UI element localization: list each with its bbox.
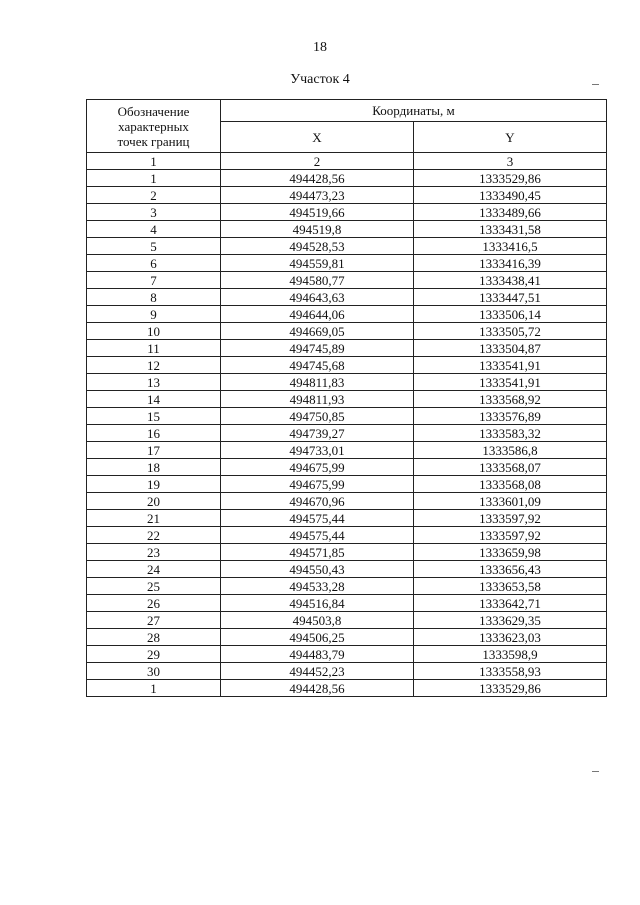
y-cell: 1333529,86 (414, 680, 607, 697)
table-row (87, 442, 607, 459)
y-cell: 1333558,93 (414, 663, 607, 680)
point-cell: 6 (87, 255, 221, 272)
x-cell: 494750,85 (221, 408, 414, 425)
x-cell: 494533,28 (221, 578, 414, 595)
x-cell: 494559,81 (221, 255, 414, 272)
x-header: X (221, 122, 414, 153)
table-row (87, 527, 607, 544)
point-cell: 10 (87, 323, 221, 340)
y-cell: 1333447,51 (414, 289, 607, 306)
designation-header-line-3: точек границ (117, 133, 190, 149)
table-header (87, 100, 607, 170)
scan-mark (592, 771, 599, 772)
table-row (87, 357, 607, 374)
x-cell: 494571,85 (221, 544, 414, 561)
column-number-2: 2 (221, 153, 414, 170)
point-cell: 29 (87, 646, 221, 663)
y-cell: 1333598,9 (414, 646, 607, 663)
table-row (87, 476, 607, 493)
y-cell: 1333653,58 (414, 578, 607, 595)
x-cell: 494675,99 (221, 476, 414, 493)
x-cell: 494428,56 (221, 680, 414, 697)
y-cell: 1333597,92 (414, 510, 607, 527)
column-number-3: 3 (414, 153, 607, 170)
table-row (87, 187, 607, 204)
designation-header-line-2: характерных (118, 118, 189, 134)
x-cell: 494644,06 (221, 306, 414, 323)
x-cell: 494669,05 (221, 323, 414, 340)
x-cell: 494428,56 (221, 170, 414, 187)
point-cell: 3 (87, 204, 221, 221)
x-cell: 494519,8 (221, 221, 414, 238)
column-numbers-row (87, 153, 607, 170)
y-cell: 1333416,39 (414, 255, 607, 272)
point-cell: 22 (87, 527, 221, 544)
point-cell: 16 (87, 425, 221, 442)
point-cell: 18 (87, 459, 221, 476)
column-number-1: 1 (87, 153, 221, 170)
y-cell: 1333623,03 (414, 629, 607, 646)
y-cell: 1333568,92 (414, 391, 607, 408)
x-cell: 494473,23 (221, 187, 414, 204)
point-cell: 12 (87, 357, 221, 374)
point-cell: 19 (87, 476, 221, 493)
point-cell: 2 (87, 187, 221, 204)
point-cell: 30 (87, 663, 221, 680)
y-cell: 1333583,32 (414, 425, 607, 442)
x-cell: 494483,79 (221, 646, 414, 663)
table-row (87, 374, 607, 391)
table-row (87, 595, 607, 612)
point-cell: 25 (87, 578, 221, 595)
x-cell: 494675,99 (221, 459, 414, 476)
y-cell: 1333505,72 (414, 323, 607, 340)
point-cell: 8 (87, 289, 221, 306)
point-cell: 1 (87, 680, 221, 697)
x-cell: 494452,23 (221, 663, 414, 680)
y-cell: 1333629,35 (414, 612, 607, 629)
x-cell: 494550,43 (221, 561, 414, 578)
point-cell: 5 (87, 238, 221, 255)
table-row (87, 289, 607, 306)
x-cell: 494745,68 (221, 357, 414, 374)
y-cell: 1333489,66 (414, 204, 607, 221)
x-cell: 494811,83 (221, 374, 414, 391)
y-cell: 1333576,89 (414, 408, 607, 425)
table-row (87, 544, 607, 561)
table-row (87, 323, 607, 340)
table-row (87, 255, 607, 272)
y-cell: 1333506,14 (414, 306, 607, 323)
coordinates-table (86, 99, 607, 697)
table-row (87, 663, 607, 680)
y-cell: 1333642,71 (414, 595, 607, 612)
y-cell: 1333416,5 (414, 238, 607, 255)
table-row (87, 306, 607, 323)
y-cell: 1333586,8 (414, 442, 607, 459)
point-cell: 17 (87, 442, 221, 459)
designation-header (87, 100, 221, 153)
table-row (87, 272, 607, 289)
x-cell: 494516,84 (221, 595, 414, 612)
point-cell: 9 (87, 306, 221, 323)
point-cell: 27 (87, 612, 221, 629)
y-cell: 1333568,07 (414, 459, 607, 476)
y-cell: 1333568,08 (414, 476, 607, 493)
designation-header-line-1: Обозначение (117, 103, 190, 119)
y-cell: 1333504,87 (414, 340, 607, 357)
x-cell: 494733,01 (221, 442, 414, 459)
table-row (87, 221, 607, 238)
table-row (87, 204, 607, 221)
y-header: Y (414, 122, 607, 153)
table-row (87, 408, 607, 425)
x-cell: 494670,96 (221, 493, 414, 510)
y-cell: 1333656,43 (414, 561, 607, 578)
x-cell: 494643,63 (221, 289, 414, 306)
y-cell: 1333597,92 (414, 527, 607, 544)
x-cell: 494580,77 (221, 272, 414, 289)
y-cell: 1333541,91 (414, 374, 607, 391)
y-cell: 1333659,98 (414, 544, 607, 561)
x-cell: 494503,8 (221, 612, 414, 629)
point-cell: 13 (87, 374, 221, 391)
point-cell: 15 (87, 408, 221, 425)
y-cell: 1333438,41 (414, 272, 607, 289)
table-row (87, 646, 607, 663)
point-cell: 28 (87, 629, 221, 646)
table-row (87, 612, 607, 629)
page-number: 18 (313, 40, 327, 55)
scan-mark (592, 84, 599, 85)
table-row (87, 578, 607, 595)
x-cell: 494506,25 (221, 629, 414, 646)
table-body (87, 170, 607, 697)
table-row (87, 170, 607, 187)
table-row (87, 561, 607, 578)
y-cell: 1333529,86 (414, 170, 607, 187)
y-cell: 1333541,91 (414, 357, 607, 374)
x-cell: 494575,44 (221, 527, 414, 544)
x-cell: 494811,93 (221, 391, 414, 408)
x-cell: 494528,53 (221, 238, 414, 255)
y-cell: 1333490,45 (414, 187, 607, 204)
point-cell: 26 (87, 595, 221, 612)
table-row (87, 391, 607, 408)
table-row (87, 425, 607, 442)
x-cell: 494519,66 (221, 204, 414, 221)
x-cell: 494739,27 (221, 425, 414, 442)
y-cell: 1333431,58 (414, 221, 607, 238)
point-cell: 23 (87, 544, 221, 561)
y-cell: 1333601,09 (414, 493, 607, 510)
point-cell: 20 (87, 493, 221, 510)
table-row (87, 510, 607, 527)
table-row (87, 629, 607, 646)
x-cell: 494745,89 (221, 340, 414, 357)
point-cell: 24 (87, 561, 221, 578)
x-cell: 494575,44 (221, 510, 414, 527)
point-cell: 1 (87, 170, 221, 187)
table-row (87, 340, 607, 357)
table-row (87, 493, 607, 510)
table-row (87, 459, 607, 476)
point-cell: 7 (87, 272, 221, 289)
section-title: Участок 4 (290, 72, 350, 87)
coordinates-header: Координаты, м (221, 100, 607, 122)
point-cell: 4 (87, 221, 221, 238)
table-row (87, 238, 607, 255)
point-cell: 21 (87, 510, 221, 527)
point-cell: 14 (87, 391, 221, 408)
table-row (87, 680, 607, 697)
point-cell: 11 (87, 340, 221, 357)
